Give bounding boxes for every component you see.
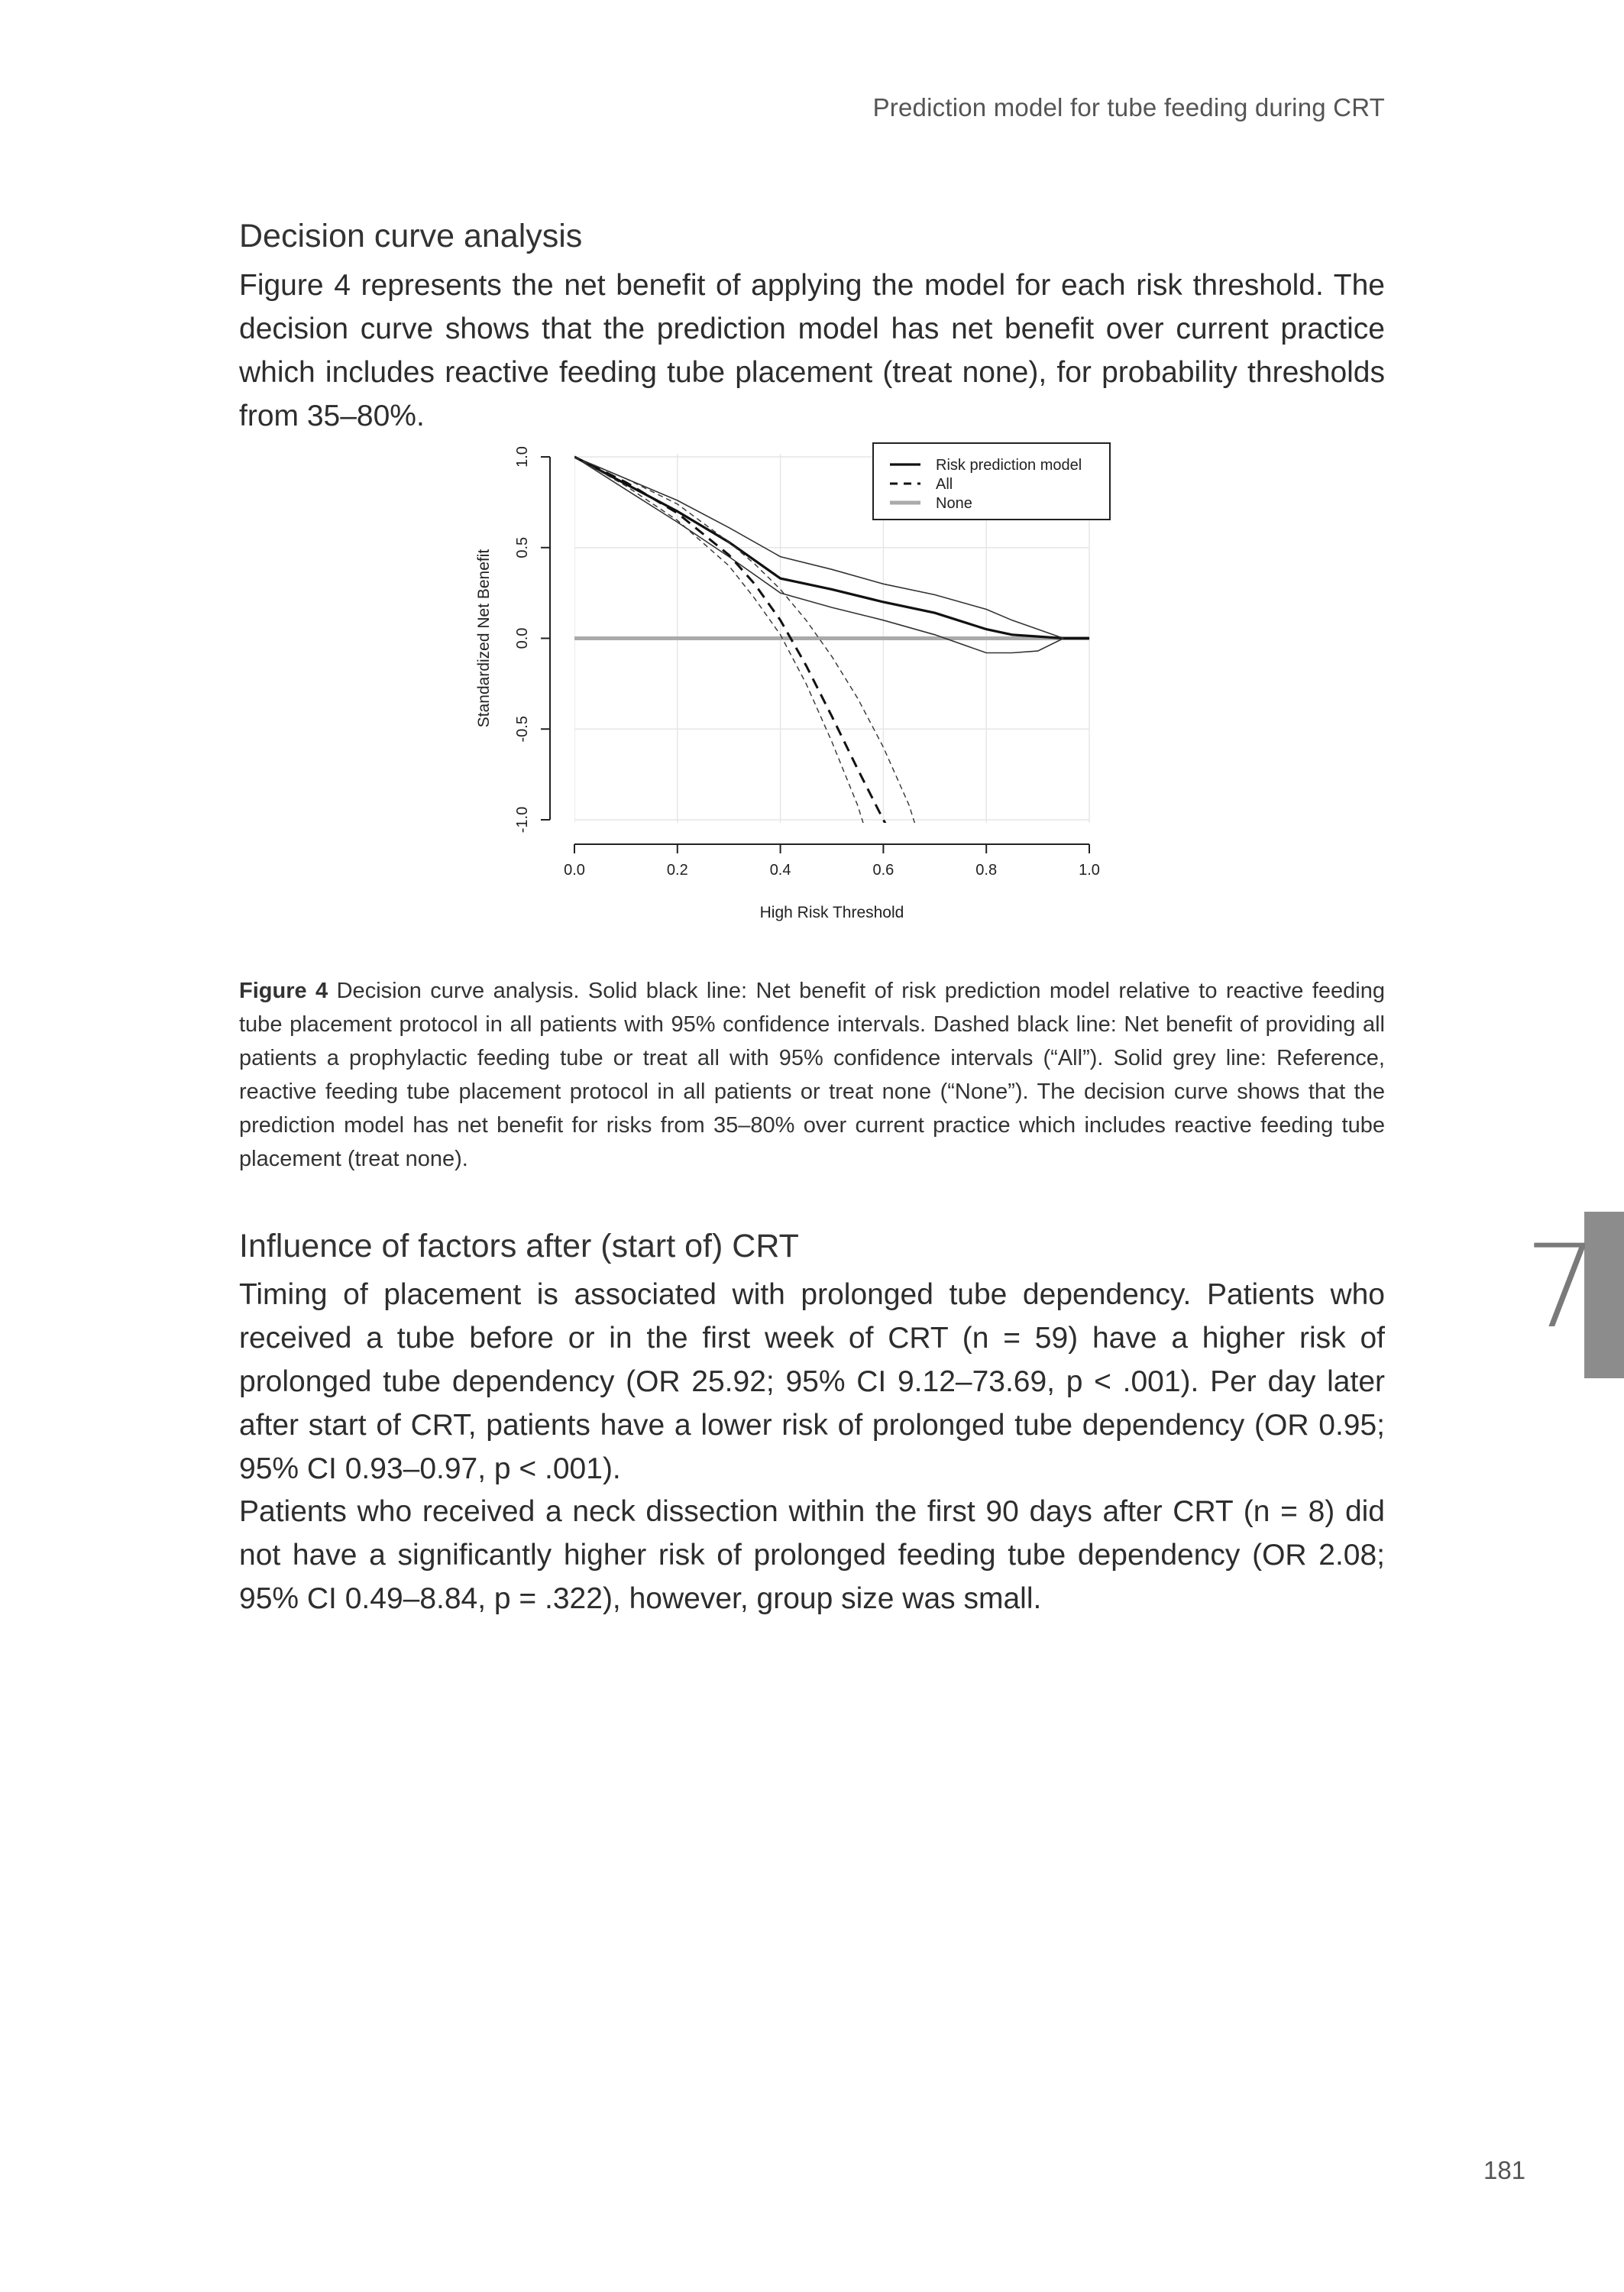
x-tick-label: 0.4 <box>769 862 791 879</box>
paragraph-timing: Timing of placement is associated with prolonged tube dependency. Patients who received a tube before or in the first week of CRT (n = 59) have a higher risk of prolonged tube dependency (OR 25.92; 95% CI 9.12–73.69, p < .001). Per day later after start of CRT, patients have a lower risk of prolonged tube dependency (OR 0.95; 95% CI 0.93–0.97, p < .001). <box>239 1278 1385 1485</box>
legend-label: All <box>936 476 953 493</box>
legend-box <box>873 443 1110 520</box>
x-tick-label: 0.2 <box>666 862 688 879</box>
chart-legend <box>873 443 1110 520</box>
figure-caption-text: Decision curve analysis. Solid black line: Net benefit of risk prediction model relative to reactive feeding tube placement protocol in all patients with 95% confidence intervals. Dashed black line: Net benefit of providing all patients a prophylactic feeding tube or treat all with 95% confidence intervals (“All”). Solid grey line: Reference, reactive feeding tube placement protocol in all patients or treat none (“None”). The decision curve shows that the prediction model has net benefit for risks from 35–80% over current practice which includes reactive feeding tube placement (treat none). <box>239 979 1385 1171</box>
y-tick-label: -1.0 <box>514 806 531 834</box>
legend-label: Risk prediction model <box>936 457 1082 474</box>
y-tick-label: -0.5 <box>514 716 531 743</box>
y-tick-label: 0.5 <box>514 536 531 558</box>
section-heading-influence: Influence of factors after (start of) CRT <box>239 1228 799 1264</box>
series-all <box>574 457 894 838</box>
y-tick-label: 1.0 <box>514 446 531 468</box>
legend-label: None <box>936 495 972 512</box>
x-axis-label: High Risk Threshold <box>759 904 904 921</box>
y-axis-label: Standardized Net Benefit <box>475 549 493 728</box>
figure-caption <box>239 974 1385 1176</box>
page-number: 181 <box>1483 2156 1526 2184</box>
series-all-lower-95-ci <box>574 457 868 838</box>
x-tick-label: 0.0 <box>564 862 585 879</box>
figure-label: Figure 4 <box>239 979 328 1003</box>
series-all-upper-95-ci <box>574 457 920 838</box>
x-tick-label: 1.0 <box>1079 862 1100 879</box>
chapter-number: 7 <box>1525 1221 1598 1354</box>
paragraph-decision-curve: Figure 4 represents the net benefit of applying the model for each risk threshold. The decision curve shows that the prediction model has net benefit over current practice which includes reactive feeding tube placement (treat none), for probability thresholds from 35–80%. <box>239 269 1385 432</box>
y-tick-label: 0.0 <box>514 627 531 649</box>
running-header: Prediction model for tube feeding during CRT <box>872 93 1385 121</box>
x-tick-label: 0.8 <box>975 862 998 879</box>
decision-curve-chart <box>458 428 1146 932</box>
section-heading-decision-curve: Decision curve analysis <box>239 218 583 254</box>
x-tick-label: 0.6 <box>872 862 894 879</box>
paragraph-neck-dissection: Patients who received a neck dissection within the first 90 days after CRT (n = 8) did not have a significantly higher risk of prolonged feeding tube dependency (OR 2.08; 95% CI 0.49–8.84, p = .322), however, group size was small. <box>239 1495 1385 1615</box>
